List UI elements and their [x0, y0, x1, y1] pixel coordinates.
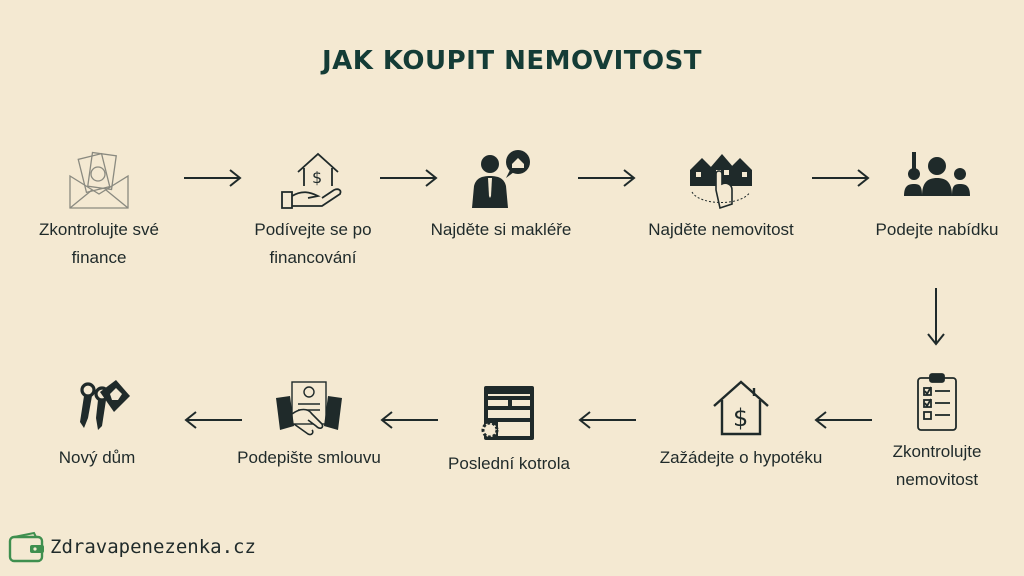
step-label: Nový dům [58, 448, 136, 467]
arrow-right-1 [182, 168, 244, 188]
step-label: Zkontrolujte své finance [39, 220, 159, 267]
raised-hand-group-icon [902, 150, 972, 210]
svg-text:$: $ [733, 404, 749, 432]
step-inspect-property [852, 372, 1022, 494]
step-label: Zkontrolujte nemovitost [892, 442, 982, 489]
step-find-property [636, 150, 806, 244]
arrow-left-1 [812, 410, 874, 430]
wallet-icon [8, 531, 46, 563]
page-title: JAK KOUPIT NEMOVITOST [321, 46, 703, 76]
house-dollar-icon [706, 378, 776, 438]
money-envelope-icon [64, 150, 134, 210]
step-label: Podepište smlouvu [237, 448, 381, 467]
brand-name: Zdravapenezenka.cz [50, 536, 256, 558]
houses-tap-icon [686, 150, 756, 210]
step-label: Poslední kotrola [448, 454, 570, 473]
arrow-right-3 [576, 168, 638, 188]
brand [8, 531, 256, 563]
arrow-left-3 [378, 410, 440, 430]
step-financing [228, 150, 398, 272]
step-label: Podívejte se po financování [254, 220, 372, 267]
step-label: Najděte si makléře [430, 220, 572, 239]
step-find-agent [416, 150, 586, 244]
step-make-offer [852, 150, 1022, 244]
step-label: Podejte nabídku [875, 220, 999, 239]
step-label: Najděte nemovitost [648, 220, 794, 239]
arrow-right-2 [378, 168, 440, 188]
handshake-contract-icon [274, 378, 344, 438]
svg-text:$: $ [312, 168, 323, 187]
step-apply-mortgage [656, 378, 826, 472]
arrow-left-2 [576, 410, 638, 430]
arrow-right-4 [810, 168, 872, 188]
step-label: Zažádejte o hypotéku [659, 448, 823, 467]
step-final-check [424, 384, 594, 478]
hand-house-dollar-icon [278, 150, 348, 210]
arrow-down [926, 286, 946, 348]
agent-house-bubble-icon [466, 150, 536, 210]
arrow-left-4 [182, 410, 244, 430]
step-sign-contract [224, 378, 394, 472]
step-new-house [12, 378, 182, 472]
clipboard-checklist-icon [902, 372, 972, 432]
house-keys-icon [62, 378, 132, 438]
step-check-finances [14, 150, 184, 272]
browser-gear-icon [474, 384, 544, 444]
